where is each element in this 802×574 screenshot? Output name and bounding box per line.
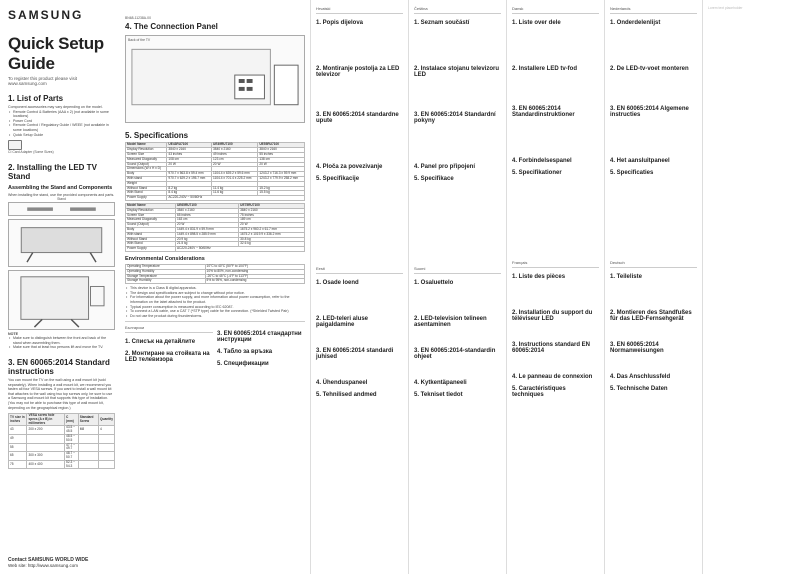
et-heading-1: 1. Osade loend xyxy=(316,280,359,286)
de-heading-2: 2. Montieren des Standfußes für das LED-Fernsehgerät xyxy=(610,310,692,322)
fr-heading-3: 3. Instructions standard EN 60065:2014 xyxy=(512,342,591,354)
install-stand-text: When installing the stand, use the provided components and parts. xyxy=(8,192,115,197)
hr-heading-1: 1. Popis dijelova xyxy=(316,20,364,26)
table-row: Screen Size 43 inches 49 inches 55 inches xyxy=(126,153,305,158)
part-item: • Remote Control & Batteries (AAA x 2) (not available in some locations) xyxy=(8,110,115,119)
connection-panel-icon xyxy=(126,45,304,115)
stand-parts-image xyxy=(8,202,115,216)
column-dutch-german xyxy=(604,0,702,574)
cs-heading-2: 2. Instalace stojanu televizoru LED xyxy=(414,66,500,78)
da-heading-5: 5. Specifikationer xyxy=(512,170,562,176)
da-heading-2: 2. Installere LED tv-fod xyxy=(512,66,578,72)
bg-heading-4: 4. Табло за връзка xyxy=(217,349,273,356)
language-label-hr: Hrvatski xyxy=(316,6,403,14)
note-item: • Make sure that at least two persons lift and move the TV. xyxy=(8,345,115,350)
column-english-right xyxy=(120,0,310,574)
bulgarian-block xyxy=(125,325,305,367)
table-row: Sound (Output) 20 W 20 W 20 W xyxy=(126,162,305,167)
table-row: Model Name UE43RU7100 UE49RU7100 UE55RU7100 xyxy=(126,143,305,148)
language-label-da: Dansk xyxy=(512,6,599,14)
table-row: With Stand 8.4 kg 11.6 kg 15.5 kg xyxy=(126,191,305,196)
bg-heading-2: 2. Монтиране на стойката на LED телевизора xyxy=(125,351,210,364)
fr-heading-5: 5. Caractéristiques techniques xyxy=(512,386,566,398)
language-label-cs: Čeština xyxy=(414,6,501,14)
cs-heading-4: 4. Panel pro připojení xyxy=(414,164,476,170)
spec-note: • For information about the power supply, and more information about power consumption, refer to the information on the label attached to the product. xyxy=(125,295,305,304)
spec-note: • The design and specifications are subject to change without prior notice. xyxy=(125,291,305,296)
table-row: Storage Temperature -20°C to 45°C (-4°F to 113°F) xyxy=(126,274,305,279)
table-row: Sound (Output) 20 W 20 W xyxy=(126,223,305,228)
et-heading-3: 3. EN 60065:2014 standardi juhised xyxy=(316,348,394,360)
wall-mount-table xyxy=(8,413,115,469)
cs-heading-1: 1. Seznam součástí xyxy=(414,20,470,26)
de-heading-1: 1. Teileliste xyxy=(610,274,642,280)
table-row: Power Supply AC220-240V ~ 50/60Hz xyxy=(126,196,305,201)
column-croatian-estonian xyxy=(310,0,408,574)
stand-step-b-image xyxy=(8,270,115,330)
note-label: NOTE xyxy=(8,331,18,336)
da-heading-4: 4. Forbindelsespanel xyxy=(512,158,572,164)
cs-heading-5: 5. Specifikace xyxy=(414,176,454,182)
tv-stand-step-a-icon xyxy=(9,220,114,266)
contact-website: Web site: http://www.samsung.com xyxy=(8,563,78,568)
spec-note: • Typical power consumption is measured according to IEC 62087. xyxy=(125,305,305,310)
column-danish-french xyxy=(506,0,604,574)
table-row: Without Stand 20.9 kg 30.8 kg xyxy=(126,237,305,242)
fi-heading-5: 5. Tekniset tiedot xyxy=(414,392,463,398)
language-label-de: Deutsch xyxy=(610,260,697,268)
table-row: Measured Diagonally 108 cm 123 cm 138 cm xyxy=(126,157,305,162)
fi-heading-1: 1. Osaluettelo xyxy=(414,280,454,286)
et-heading-2: 2. LED-teleri aluse paigaldamine xyxy=(316,316,369,328)
table-header: Standard Screw xyxy=(78,414,98,426)
connection-heading: 4. The Connection Panel xyxy=(125,22,218,32)
table-header: TV size in inches xyxy=(9,414,27,426)
hr-heading-2: 2. Montiranje postolja za LED televizor xyxy=(316,66,400,78)
table-row: Display Resolution 3840 x 2160 3840 x 2160 xyxy=(126,208,305,213)
table-row: Weight xyxy=(126,181,305,186)
table-header: VESA screw hole specs (A x B) in millimeters xyxy=(27,414,65,426)
specs-table-2 xyxy=(125,203,305,252)
cs-heading-3: 3. EN 60065:2014 Standardní pokyny xyxy=(414,112,496,124)
environment-table xyxy=(125,264,305,284)
language-label-fi: Suomi xyxy=(414,266,501,274)
spec-note: • Do not use the product during thunderstorms. xyxy=(125,314,305,319)
table-row: 75 400 x 400 52.3 ~ 54.3 xyxy=(9,460,115,469)
table-row: Measured Diagonally 163 cm 189 cm xyxy=(126,218,305,223)
model-code: BN68-11238A-00 xyxy=(125,16,151,20)
hr-heading-5: 5. Specifikacije xyxy=(316,176,360,182)
language-label-et: Eesti xyxy=(316,266,403,274)
fi-heading-4: 4. Kytkentäpaneeli xyxy=(414,380,467,386)
table-row: Body 1449.4 x 831.9 x 59.9 mm 1675.2 x 960.2 x 61.7 mm xyxy=(126,227,305,232)
column-right-margin xyxy=(702,0,802,574)
fi-heading-3: 3. EN 60065:2014-standardin ohjeet xyxy=(414,348,496,360)
table-row: With stand 970.7 x 629.2 x 195.7 mm 1104.4 x 701.4 x 225.2 mm 1243.2 x 779.9 x 258.2 mm xyxy=(126,176,305,181)
contact-block xyxy=(8,557,88,568)
et-heading-5: 5. Tehnilised andmed xyxy=(316,392,377,398)
specs-table-1 xyxy=(125,142,305,201)
table-row: Screen Size 65 inches 75 inches xyxy=(126,213,305,218)
de-heading-5: 5. Technische Daten xyxy=(610,386,668,392)
standard-text: You can mount the TV on the wall using a wall mount kit (sold separately). When installing a wall mount kit, we recommend you fasten all four VESA screws. If you want to install a wall mount kit that attaches to the wall using two top screws only, be sure to use a Samsung wall mount kit that supports this type of installation. (You may not be able to purchase this type of wall mount kit, depending on the geographical region.) xyxy=(8,377,113,410)
table-row: Display Resolution 3840 x 2160 3840 x 2160 3840 x 2160 xyxy=(126,148,305,153)
page-title: Quick Setup Guide xyxy=(8,34,104,73)
nl-heading-1: 1. Onderdelenlijst xyxy=(610,20,661,26)
language-label-bg: Български xyxy=(125,325,213,333)
table-row: Dimensions (W x H x D) xyxy=(126,167,305,172)
tv-stand-step-b-icon xyxy=(9,271,114,329)
de-heading-3: 3. EN 60065:2014 Normanweisungen xyxy=(610,342,664,354)
language-label-nl: Nederlands xyxy=(610,6,697,14)
spec-note: • To connect a LAN cable, use a CAT 7 (*STP type) cable for the connection. (*Shielded Twisted Pair) xyxy=(125,309,305,314)
language-label-fr: Français xyxy=(512,260,599,268)
page-subtitle: To register this product please visit www.samsung.com xyxy=(8,76,78,86)
install-stand-heading: 2. Installing the LED TV Stand xyxy=(8,162,97,181)
table-row: 43 200 x 200 43.5 ~ 45.5 M8 4 xyxy=(9,426,115,435)
divider xyxy=(125,321,305,322)
part-item: • Power Cord xyxy=(8,119,115,124)
table-row: Storage Humidity 5% to 95%, non-condensing xyxy=(126,279,305,284)
nl-heading-4: 4. Het aansluitpaneel xyxy=(610,158,670,164)
nl-heading-5: 5. Specificaties xyxy=(610,170,654,176)
bg-heading-3: 3. EN 60065:2014 стандартни инструкции xyxy=(217,331,302,344)
table-row: Without Stand 8.2 kg 11.4 kg 15.2 kg xyxy=(126,186,305,191)
connection-panel-diagram xyxy=(125,35,305,123)
install-stand-subheading: Assembling the Stand and Components xyxy=(8,184,113,191)
hr-heading-3: 3. EN 60065:2014 standardne upute xyxy=(316,112,399,124)
hr-heading-4: 4. Ploča za povezivanje xyxy=(316,164,383,170)
table-row: Body 970.7 x 563.8 x 59.4 mm 1104.4 x 639.2 x 59.6 mm 1243.2 x 716.3 x 59.9 mm xyxy=(126,172,305,177)
part-item: • Quick Setup Guide xyxy=(8,133,115,138)
contact-heading: Contact SAMSUNG WORLD WIDE xyxy=(8,557,89,563)
column-czech-finnish xyxy=(408,0,506,574)
specifications-heading: 5. Specifications xyxy=(125,131,189,141)
stand-parts-icon xyxy=(9,204,114,216)
note-item: • Make sure to distinguish between the front and back of the stand when assembling them. xyxy=(8,336,115,345)
list-of-parts-heading: 1. List of Parts xyxy=(8,94,64,103)
nl-heading-2: 2. De LED-tv-voet monteren xyxy=(610,66,689,72)
table-row: Model Name UE65RU7100 UE75RU7100 xyxy=(126,203,305,208)
nl-heading-3: 3. EN 60065:2014 Algemene instructies xyxy=(610,106,689,118)
et-heading-4: 4. Ühenduspaneel xyxy=(316,380,368,386)
table-header: Quantity xyxy=(99,414,115,426)
table-row: With stand 1449.4 x 898.5 x 285.9 mm 1675.2 x 1019.9 x 336.2 mm xyxy=(126,232,305,237)
da-heading-1: 1. Liste over dele xyxy=(512,20,561,26)
ci-card-adapter-icon xyxy=(8,140,22,150)
part-item: • Remote Control / Regulatory Guide / WEEE (not available in some locations) xyxy=(8,123,115,132)
spec-note: • This device is a Class B digital apparatus. xyxy=(125,286,305,291)
fi-heading-2: 2. LED-television telineen asentaminen xyxy=(414,316,487,328)
column-english-left xyxy=(0,0,120,574)
table-row: 49 48.5 ~ 50.5 xyxy=(9,435,115,444)
table-row: With Stand 21.5 kg 32.6 kg xyxy=(126,242,305,247)
table-row: Power Supply AC220-240V ~ 50/60Hz xyxy=(126,247,305,252)
table-row: 55 47.7 ~ 49.7 xyxy=(9,443,115,452)
table-row: Operating Temperature 10°C to 40°C (50°F to 104°F) xyxy=(126,264,305,269)
back-of-tv-label: Back of the TV xyxy=(128,38,151,43)
de-heading-4: 4. Das Anschlussfeld xyxy=(610,374,671,380)
ci-card-adapter-label: CI Card Adapter (Some Sizes) xyxy=(8,150,54,155)
samsung-logo: SAMSUNG xyxy=(8,8,84,22)
fr-heading-4: 4. Le panneau de connexion xyxy=(512,374,593,380)
fr-heading-2: 2. Installation du support du téléviseur LED xyxy=(512,310,593,322)
table-header: C (mm) xyxy=(65,414,79,426)
table-row: Operating Humidity 10% to 80%, non-condensing xyxy=(126,269,305,274)
bg-heading-1: 1. Списък на детайлите xyxy=(125,339,196,346)
stand-label: Stand xyxy=(57,197,66,202)
parts-icons xyxy=(8,140,115,150)
list-of-parts-note: Component accessories may vary depending on the model. xyxy=(8,105,103,109)
fr-heading-1: 1. Liste des pièces xyxy=(512,274,566,280)
environmental-heading: Environmental Considerations xyxy=(125,255,205,262)
table-row: 65 300 x 300 48.7 ~ 50.7 xyxy=(9,452,115,461)
bg-heading-5: 5. Спецификации xyxy=(217,361,269,368)
stand-step-a-image xyxy=(8,219,115,267)
continuation-text: Lorem text placeholder xyxy=(708,6,743,10)
standard-heading: 3. EN 60065:2014 Standard instructions xyxy=(8,357,110,376)
da-heading-3: 3. EN 60065:2014 Standardinstruktioner xyxy=(512,106,575,118)
